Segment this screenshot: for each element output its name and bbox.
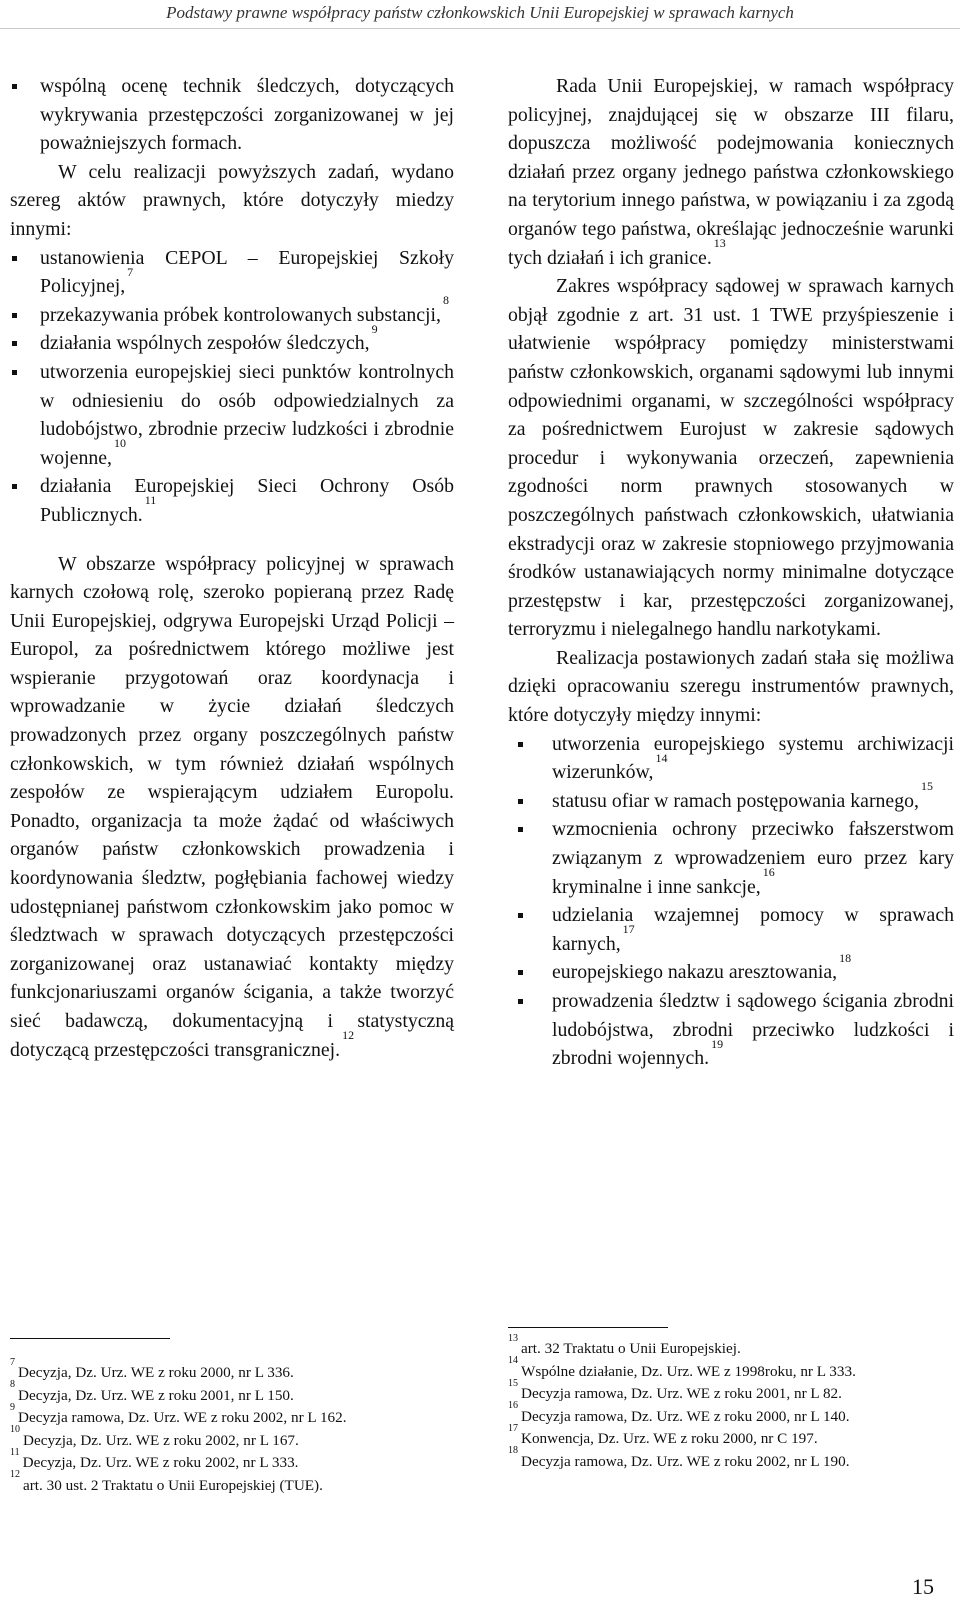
footnote-ref[interactable]: 11 <box>144 493 157 508</box>
paragraph: W obszarze współpracy policyjnej w sprawach karnych czołową rolę, szeroko popieraną przez Radę Unii Europejskiej, odgrywa Europejski Urząd Policji – Europol, za pośrednictwem którego możliwe jest wspieranie przygotowań oraz koordynacja i wprowadzanie w życie działań śledczych prowadzonych przez organy poszczególnych państw członkowskich, w tym również działań wspólnych zespołów ze wspierającym udziałem Europolu. Ponadto, organizacja ta może żądać od właściwych organów państw członkowskich prowadzenia i koordynowania śledztw, pogłębiania fachowej wiedzy udostępnianej państwom członkowskim jako pomoc w śledztwach w sprawach dotyczących przestępczości zorganizowanej oraz ustanawiać kontakty między funkcjonariuszami organów ścigania, a także tworzyć sieć badawczą, dokumentacyjną i statystyczną dotyczącą przestępczości transgranicznej.$^{12}$ <box>10 552 454 1061</box>
footnote-ref[interactable]: 10 <box>113 436 126 451</box>
footnote-divider <box>10 1338 170 1339</box>
footnote-ref[interactable]: 13 <box>713 235 726 250</box>
paragraph: Realizacja postawionych zadań stała się możliwa dzięki opracowaniu szeregu instrumentów prawnych, które dotyczyły między innymi: <box>508 646 954 727</box>
square-bullet-icon <box>12 313 17 318</box>
footnotes-left <box>10 1356 454 1497</box>
page-number: 15 <box>912 1574 934 1599</box>
intro-bullet-list <box>10 72 454 158</box>
list-item: działania Europejskiej Sieci Ochrony Osób Publicznych.$^{11}$ <box>10 472 454 529</box>
footnote: $^{16}$Decyzja ramowa, Dz. Urz. WE z roku 2000, nr L 140. <box>508 1400 850 1425</box>
footnote: $^{14}$Wspólne działanie, Dz. Urz. WE z 1998roku, nr L 333. <box>508 1355 856 1380</box>
right-column <box>508 72 954 1073</box>
footnote-ref[interactable]: 17 <box>622 922 635 937</box>
square-bullet-icon <box>12 84 17 89</box>
footnote-ref[interactable]: 19 <box>711 1036 724 1051</box>
spacer <box>10 530 454 550</box>
paragraph: W celu realizacji powyższych zadań, wydano szereg aktów prawnych, które dotyczyły miedzy innymi: <box>10 160 454 240</box>
square-bullet-icon <box>12 370 17 375</box>
footnote-ref[interactable]: 14 <box>655 750 668 765</box>
list-item: europejskiego nakazu aresztowania,$^{18}$ <box>508 958 954 987</box>
square-bullet-icon <box>12 341 17 346</box>
list-item: statusu ofiar w ramach postępowania karnego,$^{15}$ <box>508 787 954 816</box>
paragraph: Zakres współpracy sądowej w sprawach karnych objął zgodnie z art. 31 ust. 1 TWE przyśpieszenie i ułatwienie współpracy pomiędzy ministerstwami państw członkowskich, organami sądowymi lub innymi odpowiednimi organami, w szczególności współpracy za pośrednictwem Eurojust w zakresie sądowych procedur i wykonywania orzeczeń, zapewnienia zgodności norm prawnych stosowanych w poszczególnych państwach członkowskich, ułatwiania ekstradycji oraz w zakresie stopniowego przyjmowania środków ustanawiających normy minimalne dotyczące przestępstw i kar, przestępczości zorganizowanej, terroryzmu i nielegalnego handlu narkotykami. <box>508 275 954 641</box>
footnote: $^{11}$Decyzja, Dz. Urz. WE z roku 2002, nr L 333. <box>10 1446 299 1471</box>
list-item: działania wspólnych zespołów śledczych,$^9$ <box>10 329 454 358</box>
list-item: utworzenia europejskiej sieci punktów kontrolnych w odniesieniu do osób odpowiedzialnych za ludobójstwo, zbrodnie przeciw ludzkości i zbrodnie wojenne,$^{10}$ <box>10 358 454 472</box>
list-item: utworzenia europejskiego systemu archiwizacji wizerunków,$^{14}$ <box>508 730 954 787</box>
footnote: $^{17}$Konwencja, Dz. Urz. WE z roku 2000, nr C 197. <box>508 1422 818 1447</box>
footnote: $^{18}$Decyzja ramowa, Dz. Urz. WE z roku 2002, nr L 190. <box>508 1445 850 1470</box>
header-divider <box>0 28 960 29</box>
list-item: ustanowienia CEPOL – Europejskiej Szkoły Policyjnej,$^7$ <box>10 244 454 301</box>
footnote-ref[interactable]: 15 <box>920 779 933 794</box>
list-item: wzmocnienia ochrony przeciwko fałszerstwom związanym z wprowadzeniem euro przez kary kryminalne i inne sankcje,$^{16}$ <box>508 815 954 901</box>
footnote: $^7$Decyzja, Dz. Urz. WE z roku 2000, nr L 336. <box>10 1356 294 1381</box>
legal-acts-list <box>10 244 454 530</box>
footnote: $^9$Decyzja ramowa, Dz. Urz. WE z roku 2002, nr L 162. <box>10 1401 347 1426</box>
square-bullet-icon <box>12 484 17 489</box>
paragraph: Rada Unii Europejskiej, w ramach współpracy policyjnej, znajdującej się w obszarze III filaru, dopuszcza możliwość podejmowania koniecznych działań przez organy jednego państwa członkowskiego na terytorium innego państwa, w powiązaniu i za zgodą organów tego państwa, określając jednocześnie warunki tych działań i ich granice.$^{13}$ <box>508 75 954 269</box>
list-item: udzielania wzajemnej pomocy w sprawach karnych,$^{17}$ <box>508 901 954 958</box>
footnote: $^8$Decyzja, Dz. Urz. WE z roku 2001, nr L 150. <box>10 1379 294 1404</box>
footnote: $^{13}$art. 32 Traktatu o Unii Europejskiej. <box>508 1332 741 1357</box>
footnotes-right <box>508 1332 954 1473</box>
footnote-divider <box>508 1327 668 1328</box>
footnote-ref[interactable]: 7 <box>127 264 134 279</box>
square-bullet-icon <box>518 970 523 975</box>
square-bullet-icon <box>518 799 523 804</box>
list-item: przekazywania próbek kontrolowanych substancji,$^8$ <box>10 301 454 330</box>
square-bullet-icon <box>518 913 523 918</box>
footnote-ref[interactable]: 8 <box>443 293 449 308</box>
footnote-ref[interactable]: 12 <box>342 1028 355 1042</box>
footnote: $^{15}$Decyzja ramowa, Dz. Urz. WE z roku 2001, nr L 82. <box>508 1377 842 1402</box>
list-item: wspólną ocenę technik śledczych, dotyczących wykrywania przestępczości zorganizowanej w jej poważniejszych formach. <box>10 72 454 158</box>
running-header: Podstawy prawne współpracy państw członkowskich Unii Europejskiej w sprawach karnych <box>166 3 794 22</box>
footnote: $^{10}$Decyzja, Dz. Urz. WE z roku 2002, nr L 167. <box>10 1424 299 1449</box>
square-bullet-icon <box>518 742 523 747</box>
square-bullet-icon <box>518 827 523 832</box>
footnote-ref[interactable]: 9 <box>371 321 378 336</box>
footnote: $^{12}$art. 30 ust. 2 Traktatu o Unii Europejskiej (TUE). <box>10 1469 323 1494</box>
left-column <box>10 72 454 1064</box>
footnote-ref[interactable]: 16 <box>762 865 775 880</box>
square-bullet-icon <box>518 999 523 1004</box>
square-bullet-icon <box>12 256 17 261</box>
instruments-list <box>508 730 954 1073</box>
list-item: prowadzenia śledztw i sądowego ścigania zbrodni ludobójstwa, zbrodni przeciwko ludzkości i zbrodni wojennych.$^{19}$ <box>508 987 954 1073</box>
footnote-ref[interactable]: 18 <box>839 950 852 965</box>
